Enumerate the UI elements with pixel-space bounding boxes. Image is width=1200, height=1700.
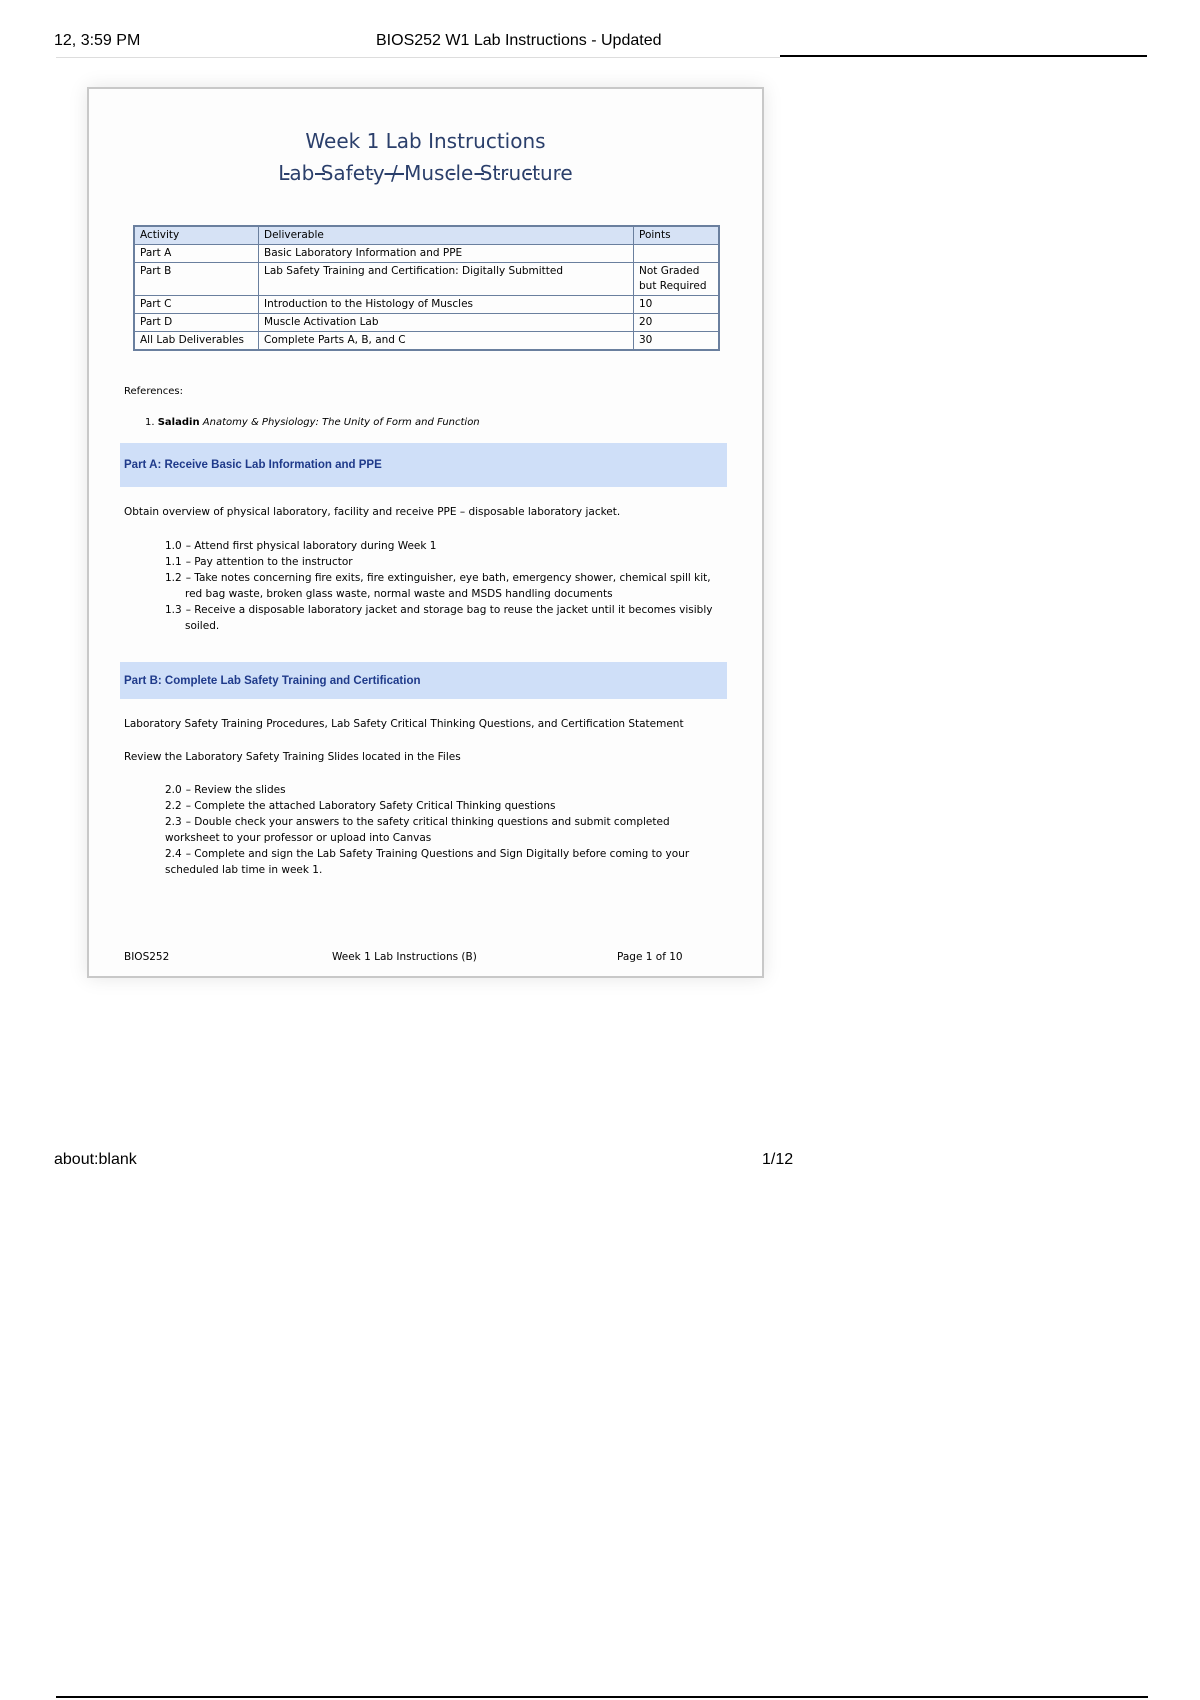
column-header-points: Points (634, 226, 720, 245)
header-divider-light (56, 57, 780, 58)
part-b-steps (165, 782, 725, 878)
table-cell-deliverable: Introduction to the Histology of Muscles (259, 296, 634, 314)
table-cell-deliverable: Basic Laboratory Information and PPE (259, 245, 634, 263)
table-row (134, 314, 719, 332)
step-number: 1.0 (165, 540, 182, 552)
table-cell-activity: Part C (134, 296, 259, 314)
document-title: Week 1 Lab Instructions (305, 129, 546, 153)
part-a-heading-text: Part A: Receive Basic Lab Information and PPE (124, 459, 382, 471)
table-row (134, 263, 719, 296)
print-header (0, 0, 1200, 60)
table-row (134, 296, 719, 314)
table-row (134, 245, 719, 263)
step-number: 1.3 (165, 604, 182, 616)
table-header-row (134, 226, 719, 245)
document-subtitle: Lab Safety / Muscle Structure (278, 161, 573, 185)
step-text: – Complete and sign the Lab Safety Training Questions and Sign Digitally before coming to your scheduled lab time in week 1. (165, 848, 690, 876)
table-cell-points: Not Graded but Required (634, 263, 720, 296)
print-title: BIOS252 W1 Lab Instructions - Updated (376, 32, 662, 49)
table-cell-activity: Part B (134, 263, 259, 296)
references-label: References: (124, 386, 183, 397)
part-b-review-note: Review the Laboratory Safety Training Slides located in the Files (124, 751, 461, 763)
reference-title: Anatomy & Physiology: The Unity of Form and Function (202, 417, 480, 428)
table-cell-activity: Part D (134, 314, 259, 332)
step-text: – Review the slides (185, 784, 286, 796)
table-cell-points: 10 (634, 296, 720, 314)
table-cell-points: 30 (634, 332, 720, 351)
column-header-activity: Activity (134, 226, 259, 245)
footer-course: BIOS252 (124, 951, 170, 963)
list-item (165, 538, 725, 554)
document-page (87, 87, 764, 978)
list-item (165, 602, 725, 634)
table-cell-activity: All Lab Deliverables (134, 332, 259, 351)
list-item (165, 798, 725, 814)
list-item (165, 846, 725, 878)
column-header-deliverable: Deliverable (259, 226, 634, 245)
footer-page-number: Page 1 of 10 (617, 951, 683, 963)
part-b-intro: Laboratory Safety Training Procedures, Lab Safety Critical Thinking Questions, and Certification Statement (124, 718, 684, 730)
step-number: 2.3 (165, 816, 182, 828)
step-number: 2.2 (165, 800, 182, 812)
step-text: – Complete the attached Laboratory Safety Critical Thinking questions (185, 800, 556, 812)
reference-number: 1. (145, 417, 155, 428)
part-b-heading (120, 662, 727, 699)
table-cell-points (634, 245, 720, 263)
footer-doc-name: Week 1 Lab Instructions (B) (332, 951, 477, 963)
deliverables-table (133, 225, 720, 351)
part-a-heading (120, 443, 727, 487)
table-row (134, 332, 719, 351)
step-number: 1.2 (165, 572, 182, 584)
step-text: – Pay attention to the instructor (185, 556, 353, 568)
print-datetime: 12, 3:59 PM (54, 32, 141, 49)
part-a-steps (165, 538, 725, 634)
table-cell-deliverable: Complete Parts A, B, and C (259, 332, 634, 351)
footer-divider (56, 1696, 1148, 1698)
print-page-count: 1/12 (762, 1151, 794, 1168)
part-a-intro: Obtain overview of physical laboratory, facility and receive PPE – disposable laboratory jacket. (124, 506, 621, 518)
table-cell-deliverable: Lab Safety Training and Certification: Digitally Submitted (259, 263, 634, 296)
header-divider (780, 55, 1147, 57)
step-text: – Receive a disposable laboratory jacket and storage bag to reuse the jacket until it becomes visibly soiled. (185, 604, 713, 632)
part-b-heading-text: Part B: Complete Lab Safety Training and Certification (124, 674, 421, 687)
list-item (165, 782, 725, 798)
list-item (165, 554, 725, 570)
step-number: 2.4 (165, 848, 182, 860)
table-cell-deliverable: Muscle Activation Lab (259, 314, 634, 332)
table-cell-points: 20 (634, 314, 720, 332)
list-item (165, 570, 725, 602)
print-url: about:blank (54, 1151, 137, 1168)
reference-item (145, 417, 480, 428)
step-text: – Double check your answers to the safety critical thinking questions and submit completed worksheet to your professor or upload into Canvas (165, 816, 670, 844)
list-item (165, 814, 725, 846)
step-text: – Attend first physical laboratory during Week 1 (185, 540, 437, 552)
step-number: 2.0 (165, 784, 182, 796)
reference-author: Saladin (157, 417, 200, 428)
step-number: 1.1 (165, 556, 182, 568)
table-cell-activity: Part A (134, 245, 259, 263)
step-text: – Take notes concerning fire exits, fire extinguisher, eye bath, emergency shower, chemical spill kit, red bag waste, broken glass waste, normal waste and MSDS handling documents (185, 572, 711, 600)
